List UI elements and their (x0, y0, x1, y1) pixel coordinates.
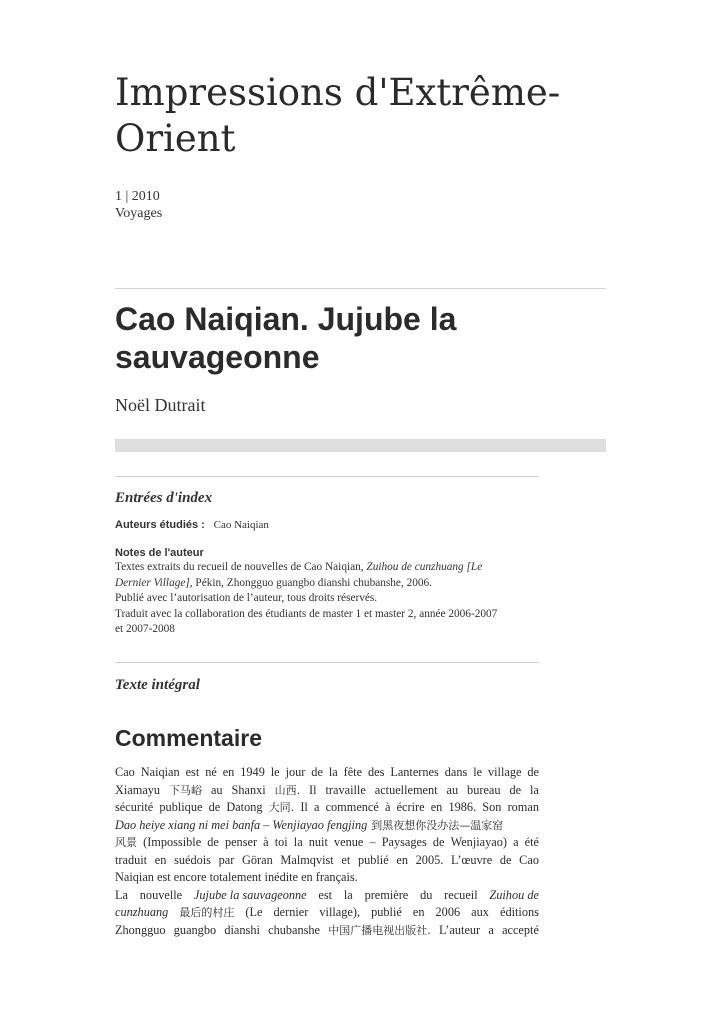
body-line (115, 834, 539, 852)
body-word: Cao (519, 852, 539, 867)
body-word: Göran (242, 852, 273, 867)
body-line (115, 764, 539, 782)
body-word: venue (333, 835, 364, 849)
body-word: dianshi (224, 922, 260, 937)
body-word: en (412, 905, 425, 919)
body-word: publique (159, 800, 203, 814)
body-word: 大同. (268, 801, 295, 814)
body-word: recueil (444, 887, 478, 902)
notes-line: Textes extraits du recueil de nouvelles de Cao Naiqian, Zuihou de cunzhuang [Le (115, 561, 483, 573)
body-word: village (487, 765, 522, 779)
body-word: Naiqian (140, 765, 180, 779)
body-line (115, 817, 539, 835)
body-word: fête (343, 765, 363, 779)
body-word: la (328, 765, 338, 779)
body-word: de (311, 765, 323, 779)
body-word: La (115, 887, 128, 902)
index-authors-row (115, 518, 269, 532)
commentaire-body (115, 764, 539, 939)
article-author[interactable]: Noël Dutrait (115, 395, 206, 415)
body-word: du (420, 887, 433, 902)
body-word: à (263, 835, 269, 849)
body-word: et (341, 852, 351, 867)
body-word: toi (274, 835, 288, 849)
body-word: Wenjiayao) (450, 835, 507, 849)
author-notes-body (115, 560, 540, 638)
body-word: été (524, 835, 539, 849)
author-notes-label: Notes de l'auteur (115, 547, 204, 559)
body-word: 1986. (448, 800, 477, 814)
body-word: Malmqvist (280, 852, 334, 867)
index-authors-label: Auteurs étudiés : (115, 519, 205, 531)
body-word: 到黑夜想你没办法—温家窑 (371, 818, 504, 832)
body-word: bureau (467, 782, 501, 797)
body-word: – (369, 835, 376, 849)
body-word: (Impossible (143, 835, 202, 849)
body-word: le (270, 765, 280, 779)
body-word: est (318, 887, 333, 902)
body-word: Il (309, 782, 317, 797)
body-word: Jujube la sauvageonne (193, 887, 307, 902)
body-word: Paysages (381, 835, 427, 849)
body-word: nuit (308, 835, 328, 849)
body-word: L’œuvre (450, 852, 493, 867)
section-name: Voyages (115, 206, 163, 221)
body-word: commencé (325, 800, 379, 814)
body-word: éditions (499, 905, 539, 919)
notes-line: Dernier Village], Pékin, Zhongguo guangbo dianshi chubanshe, 2006. (115, 576, 433, 589)
body-word: de (499, 852, 512, 867)
commentaire-heading: Commentaire (115, 725, 262, 751)
body-word: Xiamayu (115, 782, 161, 797)
body-word: 下马峪 (169, 783, 203, 797)
body-word: des (367, 765, 385, 779)
body-word: 风景 (115, 836, 137, 849)
body-line (115, 799, 539, 817)
body-word: 2005. (415, 852, 444, 867)
body-word: le (473, 765, 483, 779)
body-word: Lanternes (390, 765, 439, 779)
divider (115, 662, 539, 663)
divider (115, 288, 606, 289)
body-word: à (384, 800, 391, 814)
body-word: en (430, 800, 443, 814)
index-heading: Entrées d'index (115, 490, 213, 506)
body-word: Shanxi (231, 782, 266, 797)
article-title: Cao Naiqian. Jujube la sauvageonne (115, 301, 457, 375)
body-word: 2006 (435, 905, 461, 919)
notes-line: Publié avec l’autorisation de l’auteur, tous droits réservés. (115, 592, 378, 604)
body-line (115, 782, 539, 800)
body-word: Cao (115, 765, 135, 779)
body-word: est (185, 765, 200, 779)
body-word: publié (371, 905, 402, 919)
body-word: jour (285, 765, 306, 779)
body-word: de (432, 835, 445, 849)
body-word: Il (300, 800, 308, 814)
body-word: (Le (245, 905, 263, 919)
body-word: accepté (502, 922, 539, 937)
issue-number: 1 | 2010 (115, 189, 160, 204)
body-word: Son (482, 800, 502, 814)
body-word: de (207, 835, 219, 849)
body-word: de (208, 800, 221, 814)
body-word: travaille (325, 782, 366, 797)
body-word: la (293, 835, 303, 849)
body-word: aux (471, 905, 489, 919)
body-word: en (222, 765, 235, 779)
body-word: dans (444, 765, 468, 779)
body-word: en (154, 852, 167, 867)
body-word: né (205, 765, 217, 779)
body-word: sécurité (115, 800, 154, 814)
body-word: de (527, 765, 539, 779)
body-word: actuellement (374, 782, 438, 797)
body-line (115, 922, 539, 940)
index-authors-value[interactable]: Cao Naiqian (213, 519, 269, 531)
body-word: traduit (115, 852, 148, 867)
body-word: L’auteur (438, 922, 481, 937)
body-word: Dao heiye xiang ni mei banfa – Wenjiayao fengjing (115, 817, 368, 832)
body-word: de (509, 782, 522, 797)
body-word: 1949 (240, 765, 265, 779)
body-line (115, 904, 539, 922)
notes-line: et 2007-2008 (115, 623, 175, 635)
body-word: nouvelle (139, 887, 183, 902)
body-word: village), (319, 905, 361, 919)
body-word: 中国广播电视出版社. (328, 923, 431, 937)
body-word: 最后的村庄 (179, 906, 235, 919)
full-text-heading: Texte intégral (115, 677, 200, 693)
body-word: par (218, 852, 235, 867)
body-word: Zhongguo (115, 922, 166, 937)
body-word: au (210, 782, 223, 797)
grey-separator-bar (115, 439, 606, 452)
body-word: a (488, 922, 494, 937)
body-word: au (446, 782, 459, 797)
body-line (115, 887, 539, 905)
body-word: la (343, 887, 353, 902)
notes-line: Traduit avec la collaboration des étudiants de master 1 et master 2, année 2006-2007 (115, 607, 498, 620)
body-word: guangbo (173, 922, 217, 937)
body-word: 山西. (274, 783, 301, 797)
divider (115, 476, 539, 477)
body-word: écrire (396, 800, 425, 814)
body-word: dernier (273, 905, 309, 919)
body-word: en (396, 852, 408, 867)
body-word: publié (357, 852, 389, 867)
body-line (115, 852, 539, 870)
body-word: chubanshe (268, 922, 321, 937)
body-word: la (530, 782, 539, 797)
body-word: suédois (174, 852, 211, 867)
body-word: première (364, 887, 409, 902)
body-word: Datong (226, 800, 263, 814)
body-word: cunzhuang (115, 905, 169, 919)
journal-title: Impressions d'Extrême-Orient (115, 71, 561, 160)
body-word: roman (507, 800, 539, 814)
body-word: a (513, 835, 519, 849)
body-line (115, 869, 539, 887)
body-word: Zuihou de (489, 887, 539, 902)
body-word: Naiqian est encore totalement inédite en français. (115, 870, 358, 884)
body-word: penser (224, 835, 258, 849)
body-word: a (313, 800, 320, 814)
